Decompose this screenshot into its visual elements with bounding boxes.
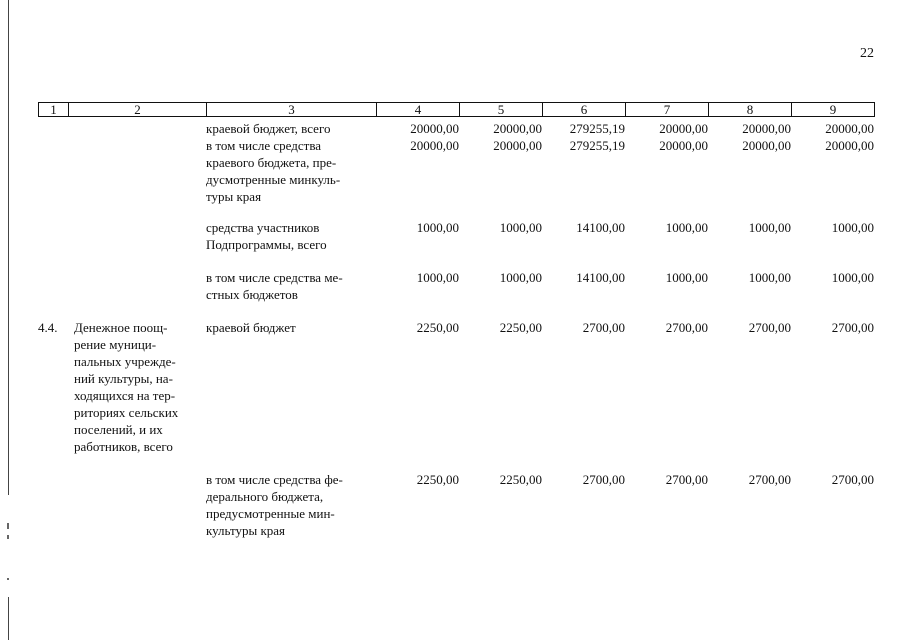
amount-col-6: 2700,00 xyxy=(582,320,625,335)
amount-col-8: 2700,00 xyxy=(748,320,791,335)
scan-mark xyxy=(7,523,9,529)
amount-col-7: 1000,00 xyxy=(665,220,708,235)
funding-source-line: краевой бюджет, всего xyxy=(206,121,331,136)
amount-col-8: 1000,00 xyxy=(748,270,791,285)
amount-col-6: 14100,00 xyxy=(576,270,625,285)
amount-col-6: 14100,00 xyxy=(576,220,625,235)
column-number-4: 4 xyxy=(377,103,460,117)
amount-col-6: 2700,00 xyxy=(582,472,625,487)
item-name xyxy=(74,219,206,269)
amount-col-5: 2250,00 xyxy=(499,320,542,335)
column-number-7: 7 xyxy=(626,103,709,117)
amount-col-7: 20000,00 xyxy=(659,138,708,153)
funding-source xyxy=(206,471,376,555)
funding-source-line: туры края xyxy=(206,189,262,204)
scan-mark xyxy=(7,535,9,539)
funding-source xyxy=(206,269,376,319)
item-number xyxy=(38,269,74,319)
funding-source-line: в том числе средства фе- xyxy=(206,472,343,487)
amount-col-9: 20000,00 xyxy=(825,138,874,153)
funding-table xyxy=(38,120,874,555)
item-number xyxy=(38,471,74,555)
amount-col-7: 2700,00 xyxy=(665,472,708,487)
amount-col-4: 20000,00 xyxy=(410,121,459,136)
item-name-line: ний культуры, на- xyxy=(74,371,173,386)
column-number-9: 9 xyxy=(792,103,875,117)
funding-source-line: предусмотренные мин- xyxy=(206,506,335,521)
funding-source-line: дусмотренные минкуль- xyxy=(206,172,341,187)
amount-col-4: 2250,00 xyxy=(416,472,459,487)
funding-source xyxy=(206,137,376,219)
item-name xyxy=(74,137,206,219)
item-name-line: пальных учрежде- xyxy=(74,354,176,369)
item-number xyxy=(38,120,74,137)
amount-col-5: 1000,00 xyxy=(499,270,542,285)
amount-col-4: 1000,00 xyxy=(416,220,459,235)
item-name xyxy=(74,269,206,319)
amount-col-7: 2700,00 xyxy=(665,320,708,335)
amount-col-5: 20000,00 xyxy=(493,121,542,136)
item-name xyxy=(74,120,206,137)
funding-source-line: в том числе средства xyxy=(206,138,322,153)
amount-col-9: 1000,00 xyxy=(831,220,874,235)
amount-col-4: 2250,00 xyxy=(416,320,459,335)
column-number-3: 3 xyxy=(207,103,377,117)
item-number xyxy=(38,137,74,219)
funding-source-line: дерального бюджета, xyxy=(206,489,324,504)
column-number-1: 1 xyxy=(39,103,69,117)
funding-source xyxy=(206,319,376,471)
funding-source-line: краевого бюджета, пре- xyxy=(206,155,337,170)
item-name-line: ходящихся на тер- xyxy=(74,388,176,403)
amount-col-8: 20000,00 xyxy=(742,138,791,153)
funding-source xyxy=(206,120,376,137)
amount-col-7: 20000,00 xyxy=(659,121,708,136)
table-row xyxy=(38,137,874,219)
amount-col-6: 279255,19 xyxy=(569,138,625,153)
item-number xyxy=(38,219,74,269)
item-name-line: работников, всего xyxy=(74,439,173,454)
column-number-2: 2 xyxy=(69,103,207,117)
funding-source-line: стных бюджетов xyxy=(206,287,298,302)
item-name-line: Денежное поощ- xyxy=(74,320,168,335)
table-row xyxy=(38,319,874,471)
amount-col-9: 2700,00 xyxy=(831,472,874,487)
funding-source xyxy=(206,219,376,269)
table-row xyxy=(38,219,874,269)
table-row xyxy=(38,120,874,137)
item-number: 4.4. xyxy=(38,320,58,335)
amount-col-8: 20000,00 xyxy=(742,121,791,136)
amount-col-6: 279255,19 xyxy=(569,121,625,136)
column-number-6: 6 xyxy=(543,103,626,117)
amount-col-9: 2700,00 xyxy=(831,320,874,335)
header-row xyxy=(39,103,875,117)
item-name xyxy=(74,471,206,555)
amount-col-5: 2250,00 xyxy=(499,472,542,487)
amount-col-9: 20000,00 xyxy=(825,121,874,136)
column-number-header xyxy=(38,102,875,117)
amount-col-9: 1000,00 xyxy=(831,270,874,285)
left-margin-rule xyxy=(8,0,9,495)
amount-col-5: 1000,00 xyxy=(499,220,542,235)
table-row xyxy=(38,269,874,319)
page-number: 22 xyxy=(860,46,874,61)
funding-source-line: в том числе средства ме- xyxy=(206,270,343,285)
amount-col-8: 2700,00 xyxy=(748,472,791,487)
amount-col-5: 20000,00 xyxy=(493,138,542,153)
amount-col-8: 1000,00 xyxy=(748,220,791,235)
item-name-line: поселений, и их xyxy=(74,422,163,437)
item-name-line: риториях сельских xyxy=(74,405,179,420)
item-name xyxy=(74,319,206,471)
column-number-5: 5 xyxy=(460,103,543,117)
scan-mark xyxy=(7,578,9,580)
amount-col-7: 1000,00 xyxy=(665,270,708,285)
funding-source-line: культуры края xyxy=(206,523,286,538)
funding-source-line: краевой бюджет xyxy=(206,320,296,335)
amount-col-4: 20000,00 xyxy=(410,138,459,153)
item-name-line: рение муници- xyxy=(74,337,157,352)
table-row xyxy=(38,471,874,555)
left-margin-rule-lower xyxy=(8,597,9,640)
funding-source-line: средства участников xyxy=(206,220,320,235)
amount-col-4: 1000,00 xyxy=(416,270,459,285)
funding-source-line: Подпрограммы, всего xyxy=(206,237,327,252)
column-number-8: 8 xyxy=(709,103,792,117)
